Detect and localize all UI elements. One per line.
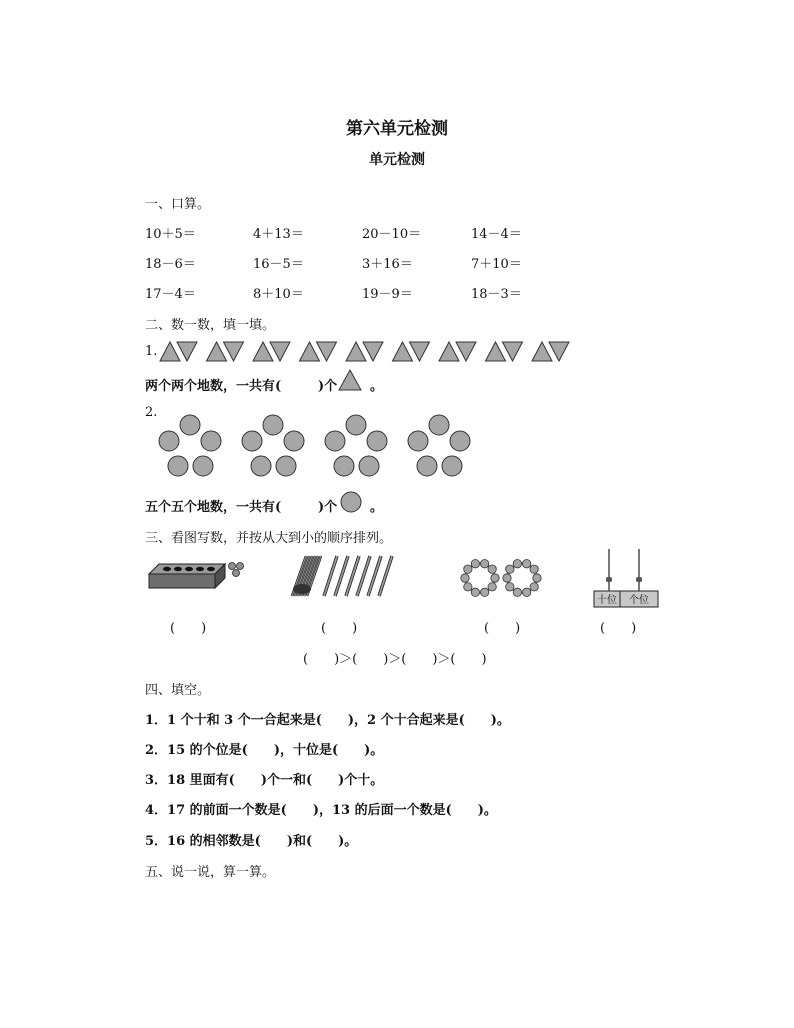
- triangle-pairs-figure: [158, 340, 578, 364]
- fill-item[interactable]: 1．1 个十和 3 个一合起来是( )，2 个十合起来是( )。: [145, 713, 510, 728]
- equation: 10＋5＝: [145, 227, 196, 242]
- fill-item[interactable]: 5．16 的相邻数是( )和( )。: [145, 834, 358, 849]
- abacus-figure: [592, 547, 662, 609]
- triangle-pair: [486, 342, 523, 361]
- answer-blank[interactable]: ( ): [321, 621, 358, 636]
- triangle-pair: [160, 342, 197, 361]
- answer-blank[interactable]: ( ): [600, 621, 637, 636]
- q1-text-b: )个: [318, 379, 338, 394]
- question-number: 1.: [145, 344, 158, 359]
- stick-bundle: [292, 556, 321, 596]
- page-subtitle: 单元检测: [369, 152, 425, 168]
- equation: 19－9＝: [362, 287, 413, 302]
- equation: 16－5＝: [253, 257, 304, 272]
- section-4-heading: 四、填空。: [145, 683, 211, 698]
- q1-text-a: 两个两个地数，一共有(: [145, 379, 282, 394]
- page-title: 第六单元检测: [346, 119, 448, 139]
- equation: 7＋10＝: [471, 257, 522, 272]
- section-5-heading: 五、说一说，算一算。: [145, 865, 276, 880]
- circle-group: [159, 415, 221, 476]
- circle-group: [408, 415, 470, 476]
- loose-stick: [368, 556, 381, 596]
- bead-ring: [503, 560, 541, 597]
- answer-blank[interactable]: ( ): [484, 621, 521, 636]
- triangle-pair: [393, 342, 430, 361]
- circle-group: [325, 415, 387, 476]
- question-number: 2.: [145, 405, 158, 420]
- equation: 18－3＝: [471, 287, 522, 302]
- section-2-heading: 二、数一数，填一填。: [145, 318, 276, 333]
- q2-text-b: )个: [318, 500, 338, 515]
- bead-rings-figure: [460, 557, 544, 599]
- triangle-pair: [532, 342, 569, 361]
- fill-item[interactable]: 4．17 的前面一个数是( )，13 的后面一个数是( )。: [145, 803, 497, 818]
- equation: 17－4＝: [145, 287, 196, 302]
- triangle-pair: [439, 342, 476, 361]
- loose-stick: [346, 556, 359, 596]
- circle-groups-figure: [155, 412, 485, 482]
- fill-item[interactable]: 3．18 里面有( )个一和( )个十。: [145, 773, 384, 788]
- triangle-pair: [207, 342, 244, 361]
- triangle-pair: [253, 342, 290, 361]
- loose-stick: [379, 556, 392, 596]
- q2-text-c: 。: [370, 500, 384, 515]
- loose-stick: [357, 556, 370, 596]
- equation: 8＋10＝: [253, 287, 304, 302]
- fill-item[interactable]: 2．15 的个位是( )，十位是( )。: [145, 743, 384, 758]
- triangle-pair: [346, 342, 383, 361]
- sticks-bundle-figure: [288, 552, 398, 600]
- triangle-icon: [338, 369, 362, 391]
- section-3-heading: 三、看图写数，并按从大到小的顺序排列。: [145, 531, 393, 546]
- bead-ring: [461, 560, 499, 597]
- equation: 20－10＝: [362, 227, 422, 242]
- triangle-pair: [300, 342, 337, 361]
- circle-icon: [340, 491, 362, 513]
- equation: 4＋13＝: [253, 227, 304, 242]
- q2-text-a: 五个五个地数，一共有(: [145, 500, 282, 515]
- answer-blank[interactable]: ( ): [170, 621, 207, 636]
- circle-group: [242, 415, 304, 476]
- ones-label: 个位: [629, 595, 649, 606]
- q1-text-c: 。: [370, 379, 384, 394]
- counting-tray-figure: [147, 560, 247, 592]
- loose-stick: [324, 556, 337, 596]
- ordering-line[interactable]: ( )＞( )＞( )＞( ): [303, 652, 487, 667]
- equation: 14－4＝: [471, 227, 522, 242]
- equation: 18－6＝: [145, 257, 196, 272]
- equation: 3＋16＝: [362, 257, 413, 272]
- tens-label: 十位: [597, 595, 617, 606]
- loose-stick: [335, 556, 348, 596]
- section-1-heading: 一、口算。: [145, 197, 211, 212]
